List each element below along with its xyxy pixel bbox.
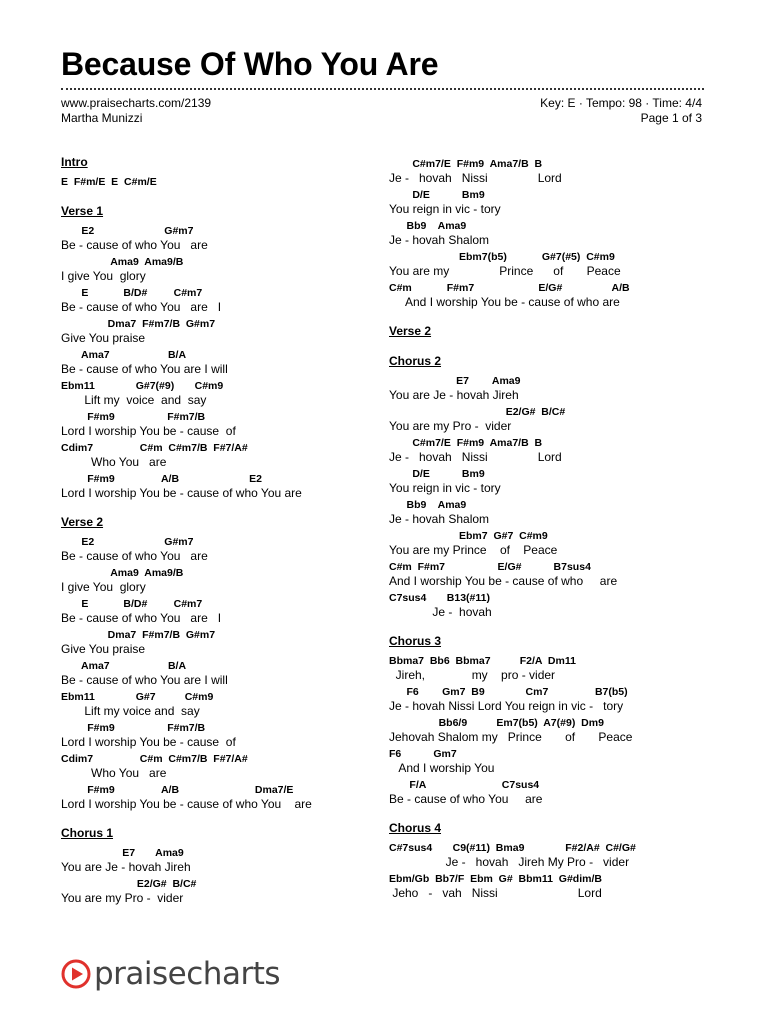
chord-line: Cdim7 C#m C#m7/B F#7/A#	[61, 442, 248, 454]
section-title: Chorus 4	[389, 821, 442, 835]
section-title: Chorus 1	[61, 826, 114, 840]
chord-line: F#m9 A/B E2	[61, 473, 262, 485]
chord-line: E2 G#m7	[61, 225, 194, 237]
chord-line: E2 G#m7	[61, 536, 194, 548]
lyric-line: Je - hovah	[389, 605, 492, 619]
lyric-line: I give You glory	[61, 580, 146, 594]
lyric-line: Lord I worship You be - cause of	[61, 735, 236, 749]
lyric-line: You reign in vic - tory	[389, 481, 501, 495]
lyric-line: Lord I worship You be - cause of who You are	[61, 797, 312, 811]
lyric-line: And I worship You be - cause of who are	[389, 574, 618, 588]
lyric-line: Lord I worship You be - cause of	[61, 424, 236, 438]
chord-line: Ebm11 G#7 C#m9	[61, 691, 214, 703]
chord-line: F#m9 F#m7/B	[61, 722, 206, 734]
lyrics-column-left	[61, 154, 361, 919]
lyric-line: And I worship You be - cause of who are	[389, 295, 620, 309]
lyric-line: You are Je - hovah Jireh	[389, 388, 519, 402]
lyric-line: You are my Prince of Peace	[389, 543, 558, 557]
chord-line: C#m F#m7 E/G# B7sus4	[389, 561, 591, 573]
lyric-line: Lift my voice and say	[61, 393, 207, 407]
lyric-line: Be - cause of who You are	[389, 792, 543, 806]
lyrics-column-right	[389, 158, 709, 914]
section-title: Verse 2	[389, 324, 432, 338]
chord-line: C7sus4 B13(#11)	[389, 592, 490, 604]
chord-line: Ama9 Ama9/B	[61, 256, 184, 268]
title-divider	[61, 88, 704, 90]
chord-line: Bb6/9 Em7(b5) A7(#9) Dm9	[389, 717, 604, 729]
song-meta-right	[540, 96, 702, 126]
chord-line: E7 Ama9	[389, 375, 521, 387]
lyric-line: Je - hovah Nissi Lord	[389, 450, 562, 464]
chord-line: Dma7 F#m7/B G#m7	[61, 629, 216, 641]
section-title: Chorus 3	[389, 634, 442, 648]
chord-line: E F#m/E E C#m/E	[61, 176, 157, 188]
chord-line: Ama7 B/A	[61, 349, 187, 361]
chord-line: E2/G# B/C#	[389, 406, 566, 418]
lyric-line: Je - hovah Shalom	[389, 512, 490, 526]
chord-line: C#m7/E F#m9 Ama7/B B	[389, 437, 543, 449]
section-title: Verse 2	[61, 515, 104, 529]
song-title: Because Of Who You Are	[61, 46, 439, 82]
lyric-line: Give You praise	[61, 331, 146, 345]
song-meta-left	[61, 96, 211, 126]
lyric-line: Je - hovah Nissi Lord You reign in vic - tory	[389, 699, 624, 713]
lyric-line: You are Je - hovah Jireh	[61, 860, 191, 874]
chord-line: Ebm11 G#7(#9) C#m9	[61, 380, 224, 392]
lyric-line: Be - cause of who You are	[61, 238, 208, 252]
section-title: Chorus 2	[389, 354, 442, 368]
chord-line: E B/D# C#m7	[61, 598, 203, 610]
lyric-line: Jeho - vah Nissi Lord	[389, 886, 602, 900]
chord-line: C#7sus4 C9(#11) Bma9 F#2/A# C#/G#	[389, 842, 636, 854]
lyric-line: Who You are	[61, 455, 167, 469]
footer-logo[interactable]	[61, 956, 280, 992]
song-author: Martha Munizzi	[61, 111, 143, 125]
song-section	[389, 353, 709, 619]
praisecharts-logo-text: praisecharts	[94, 956, 280, 992]
song-section	[389, 820, 709, 900]
key-tempo-time: Key: E · Tempo: 98 · Time: 4/4	[540, 96, 702, 110]
lyric-line: Be - cause of who You are I	[61, 611, 222, 625]
lyric-line: You are my Prince of Peace	[389, 264, 621, 278]
song-section	[61, 203, 361, 500]
lyric-line: Je - hovah Shalom	[389, 233, 490, 247]
chord-line: Bbma7 Bb6 Bbma7 F2/A Dm11	[389, 655, 576, 667]
song-section	[389, 323, 709, 339]
lyric-line: Lift my voice and say	[61, 704, 200, 718]
chord-line: C#m F#m7 E/G# A/B	[389, 282, 630, 294]
song-section	[61, 825, 361, 905]
chord-line: E2/G# B/C#	[61, 878, 197, 890]
chord-line: D/E Bm9	[389, 468, 485, 480]
lyric-line: Who You are	[61, 766, 167, 780]
song-section	[61, 514, 361, 811]
lyric-line: Je - hovah Nissi Lord	[389, 171, 562, 185]
chord-line: D/E Bm9	[389, 189, 485, 201]
chord-line: Ebm7(b5) G#7(#5) C#m9	[389, 251, 615, 263]
chord-line: F/A C7sus4	[389, 779, 540, 791]
lyric-line: Be - cause of who You are I will	[61, 362, 228, 376]
page-number: Page 1 of 3	[640, 111, 702, 125]
lyric-line: Je - hovah Jireh My Pro - vider	[389, 855, 630, 869]
section-title: Verse 1	[61, 204, 104, 218]
chord-line: F#m9 F#m7/B	[61, 411, 206, 423]
lyric-line: I give You glory	[61, 269, 146, 283]
lyric-line: Be - cause of who You are I	[61, 300, 222, 314]
lyric-line: You are my Pro - vider	[61, 891, 184, 905]
lyric-line: You are my Pro - vider	[389, 419, 512, 433]
lyric-line: And I worship You	[389, 761, 495, 775]
song-section	[389, 633, 709, 806]
chord-line: Ama7 B/A	[61, 660, 187, 672]
praisecharts-play-icon	[61, 959, 91, 989]
chord-line: Bb9 Ama9	[389, 220, 467, 232]
chord-line: E B/D# C#m7	[61, 287, 203, 299]
chord-line: Bb9 Ama9	[389, 499, 467, 511]
section-title: Intro	[61, 155, 88, 169]
lyric-line: Lord I worship You be - cause of who You are	[61, 486, 302, 500]
lyric-line: Be - cause of who You are I will	[61, 673, 228, 687]
chord-line: Ama9 Ama9/B	[61, 567, 184, 579]
chord-line: Cdim7 C#m C#m7/B F#7/A#	[61, 753, 248, 765]
lyric-line: Give You praise	[61, 642, 146, 656]
lyric-line: You reign in vic - tory	[389, 202, 501, 216]
chord-line: Ebm7 G#7 C#m9	[389, 530, 548, 542]
song-url[interactable]: www.praisecharts.com/2139	[61, 96, 212, 110]
chord-line: F6 Gm7 B9 Cm7 B7(b5)	[389, 686, 628, 698]
song-section	[389, 158, 709, 309]
chord-line: Dma7 F#m7/B G#m7	[61, 318, 216, 330]
chord-line: F#m9 A/B Dma7/E	[61, 784, 294, 796]
chord-line: C#m7/E F#m9 Ama7/B B	[389, 158, 543, 170]
lyric-line: Jireh, my pro - vider	[389, 668, 556, 682]
chord-line: Ebm/Gb Bb7/F Ebm G# Bbm11 G#dim/B	[389, 873, 602, 885]
chord-line: F6 Gm7	[389, 748, 457, 760]
lyric-line: Jehovah Shalom my Prince of Peace	[389, 730, 633, 744]
lyric-line: Be - cause of who You are	[61, 549, 208, 563]
song-section	[61, 154, 361, 189]
chord-line: E7 Ama9	[61, 847, 184, 859]
